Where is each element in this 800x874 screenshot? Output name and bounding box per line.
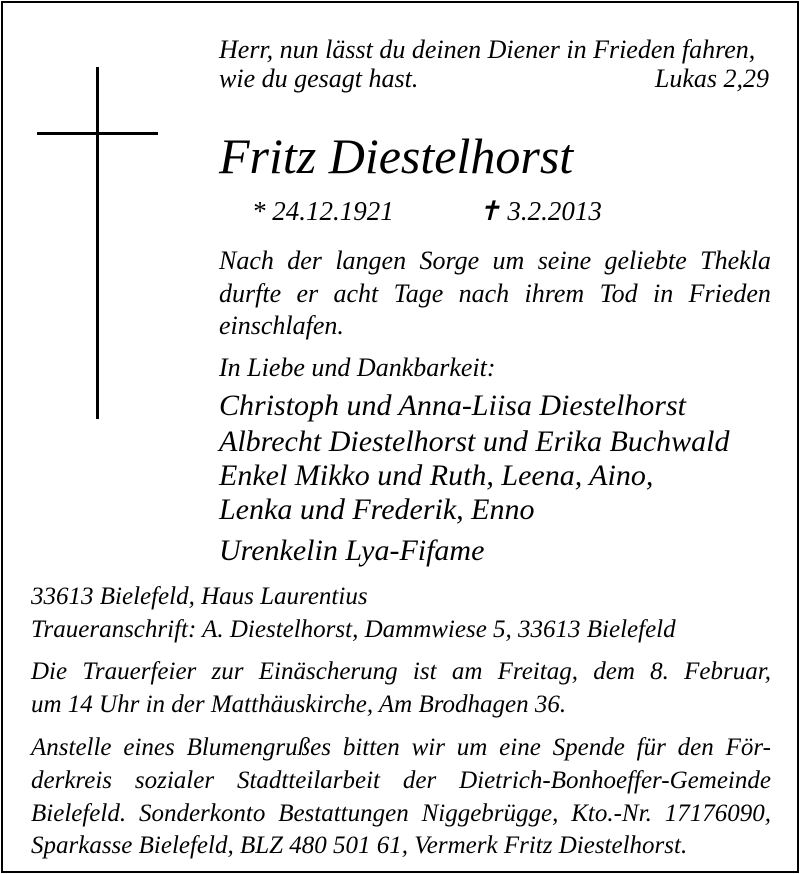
- ceremony-line-2: um 14 Uhr in der Matthäuskirche, Am Brodhagen 36.: [31, 691, 567, 718]
- word: Spende: [552, 734, 625, 761]
- word: Sorge: [419, 246, 480, 275]
- word: zur: [211, 658, 244, 685]
- death-date: ✝ 3.2.2013: [478, 196, 602, 226]
- word: ihrem: [524, 279, 585, 308]
- word: eine: [499, 734, 541, 761]
- word: am: [451, 658, 483, 685]
- word: Dietrich-Bonhoeffer-Gemeinde: [459, 767, 771, 794]
- word: für: [636, 734, 666, 761]
- donation-line-4: Sparkasse Bielefeld, BLZ 480 501 61, Vermerk Fritz Diestelhorst.: [31, 832, 688, 859]
- mourner-line: Albrecht Diestelhorst und Erika Buchwald: [219, 425, 730, 458]
- residence-address: 33613 Bielefeld, Haus Laurentius: [31, 583, 368, 610]
- word: Einäscherung: [258, 658, 398, 685]
- word: Bielefeld.: [31, 800, 127, 827]
- bible-verse-reference: Lukas 2,29: [654, 64, 769, 93]
- word: den: [677, 734, 714, 761]
- word: dem: [593, 658, 635, 685]
- donation-line-2: [31, 768, 771, 793]
- word: ist: [412, 658, 437, 685]
- gratitude-heading: In Liebe und Dankbarkeit:: [219, 353, 496, 382]
- word: Bestattungen: [278, 800, 409, 827]
- word: Trauerfeier: [82, 658, 197, 685]
- word: der: [287, 246, 322, 275]
- donation-line-1: [31, 735, 771, 760]
- ceremony-line-1: [31, 659, 771, 684]
- word: der: [402, 767, 437, 794]
- cross-icon-bar: [37, 132, 158, 135]
- word: För-: [725, 734, 771, 761]
- word: um: [456, 734, 488, 761]
- message-line-1: [219, 248, 771, 274]
- word: um: [492, 246, 525, 275]
- word: er: [296, 279, 319, 308]
- bible-verse-line-1: Herr, nun lässt du deinen Diener in Frieden fahren,: [219, 35, 756, 64]
- mourning-address: Traueranschrift: A. Diestelhorst, Dammwiese 5, 33613 Bielefeld: [31, 616, 676, 643]
- life-dates: [252, 196, 602, 226]
- word: geliebte: [604, 246, 687, 275]
- word: Frieden: [688, 279, 771, 308]
- mourner-line: Enkel Mikko und Ruth, Leena, Aino,: [219, 459, 654, 492]
- word: acht: [333, 279, 379, 308]
- word: Tage: [393, 279, 444, 308]
- word: Nach: [219, 246, 274, 275]
- word: sozialer: [134, 767, 215, 794]
- word: Sonderkonto: [138, 800, 266, 827]
- donation-line-3: [31, 801, 771, 826]
- message-line-3: einschlafen.: [219, 311, 344, 340]
- word: langen: [335, 246, 407, 275]
- word: Freitag,: [497, 658, 578, 685]
- word: durfte: [219, 279, 282, 308]
- word: nach: [458, 279, 510, 308]
- cross-icon: [96, 67, 99, 419]
- word: in: [653, 279, 674, 308]
- word: Anstelle: [31, 734, 112, 761]
- word: Niggebrügge,: [421, 800, 559, 827]
- word: derkreis: [31, 767, 112, 794]
- word: Blumengrußes: [186, 734, 331, 761]
- word: seine: [537, 246, 592, 275]
- message-line-2: [219, 281, 771, 307]
- word: Thekla: [700, 246, 771, 275]
- word: 8.: [650, 658, 669, 685]
- word: wir: [411, 734, 445, 761]
- bible-verse-line-2: [219, 66, 769, 92]
- word: Die: [31, 658, 68, 685]
- mourner-line: Lenka und Frederik, Enno: [219, 493, 535, 526]
- word: Tod: [599, 279, 638, 308]
- deceased-name: Fritz Diestelhorst: [219, 128, 574, 184]
- word: Kto.-Nr.: [571, 800, 652, 827]
- mourner-line: Urenkelin Lya-Fifame: [219, 534, 485, 567]
- bible-verse-text: wie du gesagt hast.: [219, 64, 419, 93]
- word: Stadtteilarbeit: [236, 767, 380, 794]
- mourner-line: Christoph und Anna-Liisa Diestelhorst: [219, 389, 686, 422]
- word: 17176090,: [664, 800, 771, 827]
- word: bitten: [342, 734, 400, 761]
- word: eines: [123, 734, 175, 761]
- birth-date: * 24.12.1921: [252, 196, 394, 226]
- word: Februar,: [684, 658, 771, 685]
